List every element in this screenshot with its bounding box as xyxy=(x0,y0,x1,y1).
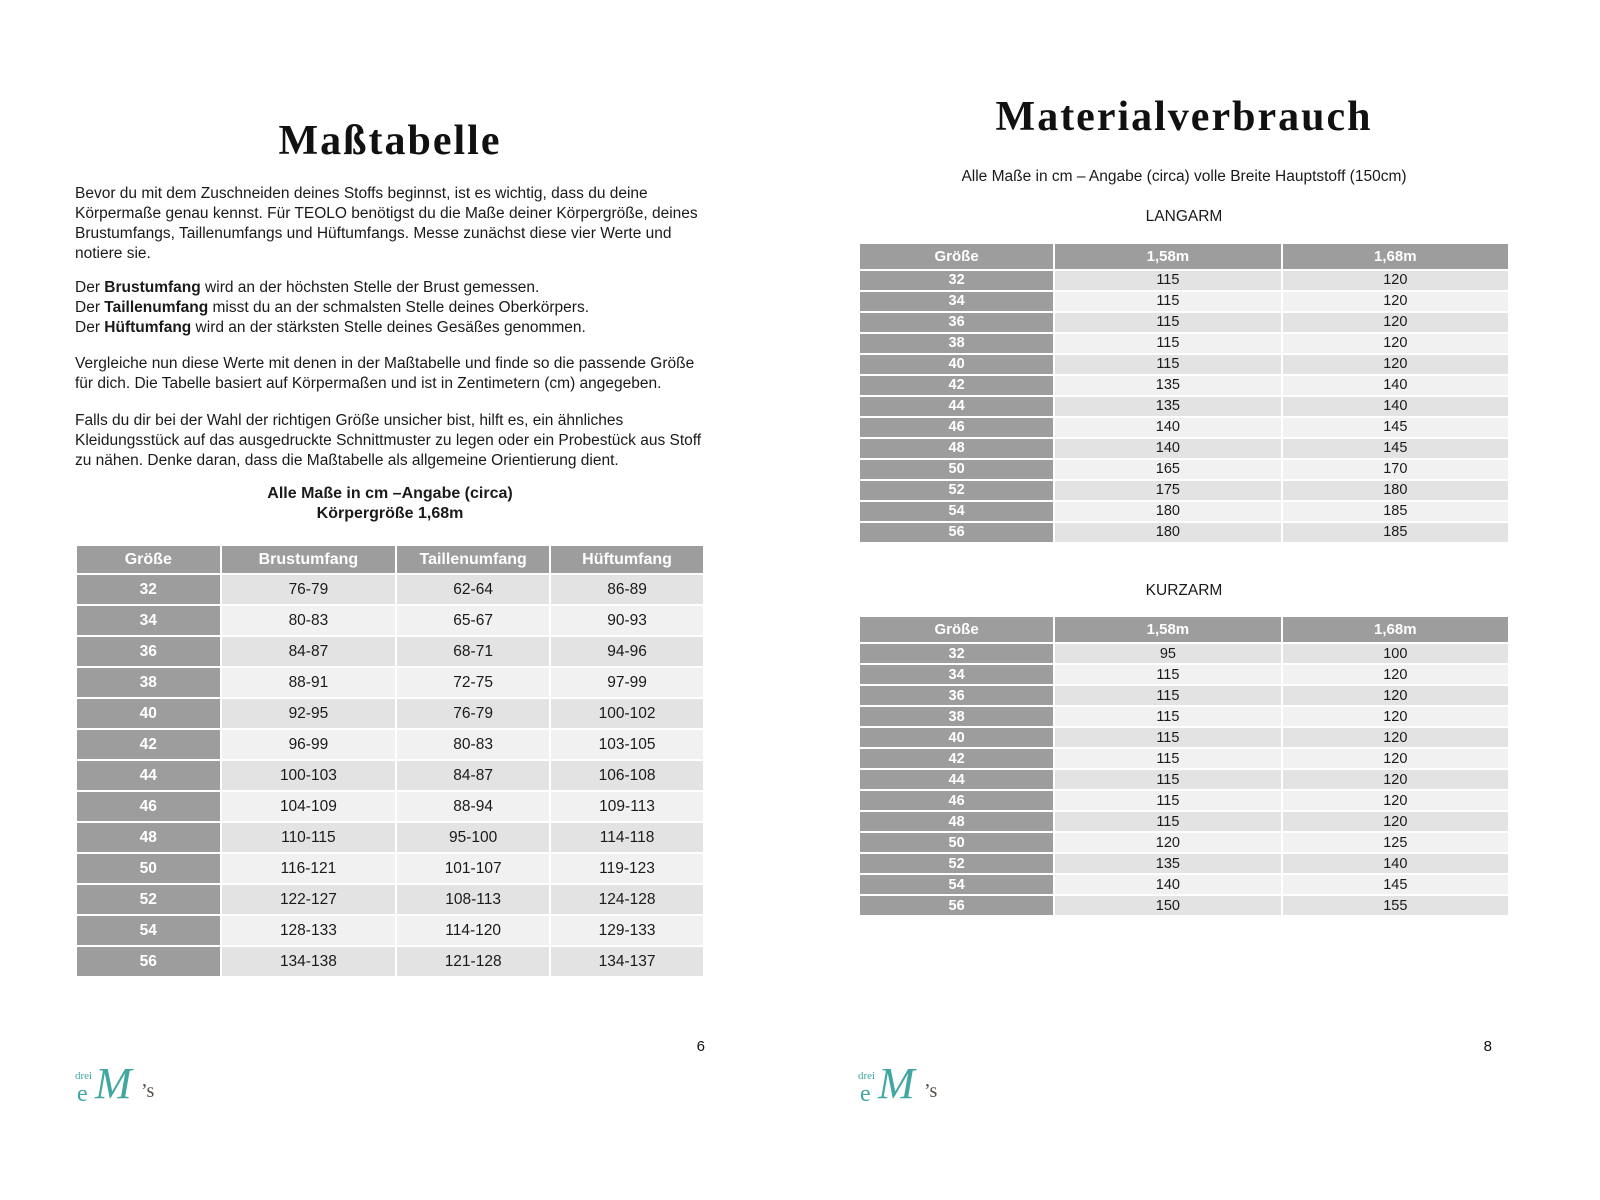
value-cell: 125 xyxy=(1283,833,1508,852)
value-cell: 104-109 xyxy=(222,792,396,821)
size-cell: 54 xyxy=(860,875,1053,894)
value-cell: 120 xyxy=(1283,791,1508,810)
value-cell: 115 xyxy=(1055,292,1280,311)
size-cell: 54 xyxy=(77,916,220,945)
value-cell: 84-87 xyxy=(222,637,396,666)
value-cell: 103-105 xyxy=(551,730,703,759)
units-note xyxy=(75,484,705,524)
column-header: Hüftumfang xyxy=(551,546,703,573)
table-header-row xyxy=(860,244,1508,269)
size-cell: 36 xyxy=(860,686,1053,705)
value-cell: 120 xyxy=(1283,355,1508,374)
page-masstabelle xyxy=(75,0,705,1200)
value-cell: 120 xyxy=(1283,313,1508,332)
value-cell: 115 xyxy=(1055,749,1280,768)
table-row xyxy=(860,334,1508,353)
value-cell: 115 xyxy=(1055,791,1280,810)
definition-brustumfang xyxy=(75,278,705,298)
value-cell: 135 xyxy=(1055,854,1280,873)
value-cell: 119-123 xyxy=(551,854,703,883)
value-cell: 165 xyxy=(1055,460,1280,479)
measure-definitions xyxy=(75,278,705,338)
value-cell: 185 xyxy=(1283,502,1508,521)
size-cell: 36 xyxy=(860,313,1053,332)
size-cell: 56 xyxy=(77,947,220,976)
value-cell: 140 xyxy=(1283,854,1508,873)
size-cell: 48 xyxy=(860,439,1053,458)
material-subtitle: Alle Maße in cm – Angabe (circa) volle Breite Hauptstoff (150cm) xyxy=(961,168,1407,186)
logo-text-s: ’s xyxy=(141,1080,155,1102)
size-cell: 50 xyxy=(77,854,220,883)
size-cell: 36 xyxy=(77,637,220,666)
size-cell: 40 xyxy=(860,728,1053,747)
table-row xyxy=(860,770,1508,789)
value-cell: 80-83 xyxy=(222,606,396,635)
value-cell: 145 xyxy=(1283,418,1508,437)
value-cell: 80-83 xyxy=(397,730,549,759)
value-cell: 110-115 xyxy=(222,823,396,852)
value-cell: 140 xyxy=(1055,875,1280,894)
value-cell: 134-138 xyxy=(222,947,396,976)
value-cell: 62-64 xyxy=(397,575,549,604)
column-header: 1,58m xyxy=(1055,617,1280,642)
value-cell: 76-79 xyxy=(222,575,396,604)
definition-term: Brustumfang xyxy=(104,279,201,297)
value-cell: 68-71 xyxy=(397,637,549,666)
column-header: Größe xyxy=(860,244,1053,269)
size-cell: 38 xyxy=(860,707,1053,726)
logo-script-m: M xyxy=(878,1059,915,1108)
value-cell: 94-96 xyxy=(551,637,703,666)
table-row xyxy=(860,418,1508,437)
value-cell: 140 xyxy=(1283,397,1508,416)
value-cell: 120 xyxy=(1283,728,1508,747)
page-number: 8 xyxy=(1483,1038,1492,1055)
definition-rest: wird an der höchsten Stelle der Brust gemessen. xyxy=(200,279,540,297)
table-row xyxy=(77,575,703,604)
value-cell: 170 xyxy=(1283,460,1508,479)
value-cell: 115 xyxy=(1055,271,1280,290)
table-row xyxy=(77,854,703,883)
size-cell: 42 xyxy=(77,730,220,759)
size-cell: 38 xyxy=(860,334,1053,353)
value-cell: 180 xyxy=(1055,523,1280,542)
value-cell: 140 xyxy=(1055,439,1280,458)
table-row xyxy=(860,812,1508,831)
table-row xyxy=(860,665,1508,684)
value-cell: 114-120 xyxy=(397,916,549,945)
value-cell: 140 xyxy=(1055,418,1280,437)
definition-term: Hüftumfang xyxy=(104,319,192,337)
value-cell: 120 xyxy=(1283,665,1508,684)
table-row xyxy=(860,439,1508,458)
logo-script-m: M xyxy=(95,1059,132,1108)
value-cell: 115 xyxy=(1055,770,1280,789)
value-cell: 108-113 xyxy=(397,885,549,914)
size-cell: 34 xyxy=(77,606,220,635)
value-cell: 115 xyxy=(1055,665,1280,684)
units-note-line2: Körpergröße 1,68m xyxy=(316,505,464,523)
value-cell: 95 xyxy=(1055,644,1280,663)
langarm-table xyxy=(858,242,1510,544)
value-cell: 115 xyxy=(1055,686,1280,705)
value-cell: 72-75 xyxy=(397,668,549,697)
value-cell: 88-94 xyxy=(397,792,549,821)
table-row xyxy=(77,761,703,790)
page-number: 6 xyxy=(696,1038,705,1055)
value-cell: 155 xyxy=(1283,896,1508,915)
value-cell: 129-133 xyxy=(551,916,703,945)
value-cell: 120 xyxy=(1283,770,1508,789)
size-cell: 46 xyxy=(860,418,1053,437)
value-cell: 150 xyxy=(1055,896,1280,915)
value-cell: 140 xyxy=(1283,376,1508,395)
value-cell: 128-133 xyxy=(222,916,396,945)
table-row xyxy=(77,916,703,945)
size-cell: 32 xyxy=(860,271,1053,290)
column-header: Brustumfang xyxy=(222,546,396,573)
value-cell: 185 xyxy=(1283,523,1508,542)
value-cell: 100-102 xyxy=(551,699,703,728)
logo-text-e: e xyxy=(860,1081,871,1107)
table-row xyxy=(77,668,703,697)
column-header: 1,68m xyxy=(1283,617,1508,642)
size-cell: 50 xyxy=(860,460,1053,479)
value-cell: 100 xyxy=(1283,644,1508,663)
value-cell: 145 xyxy=(1283,875,1508,894)
table-row xyxy=(77,947,703,976)
brand-logo xyxy=(75,1059,185,1123)
size-cell: 42 xyxy=(860,376,1053,395)
table-row xyxy=(860,749,1508,768)
size-cell: 52 xyxy=(860,481,1053,500)
column-header: Größe xyxy=(77,546,220,573)
value-cell: 121-128 xyxy=(397,947,549,976)
value-cell: 180 xyxy=(1055,502,1280,521)
value-cell: 95-100 xyxy=(397,823,549,852)
size-cell: 42 xyxy=(860,749,1053,768)
table-header-row xyxy=(860,617,1508,642)
value-cell: 175 xyxy=(1055,481,1280,500)
size-cell: 56 xyxy=(860,523,1053,542)
page-title: Maßtabelle xyxy=(278,118,502,164)
table-row xyxy=(860,481,1508,500)
table-row xyxy=(860,854,1508,873)
table-row xyxy=(860,707,1508,726)
table-header-row xyxy=(77,546,703,573)
table-row xyxy=(77,699,703,728)
value-cell: 109-113 xyxy=(551,792,703,821)
value-cell: 86-89 xyxy=(551,575,703,604)
table-row xyxy=(860,355,1508,374)
value-cell: 115 xyxy=(1055,355,1280,374)
size-cell: 44 xyxy=(860,770,1053,789)
table-row xyxy=(860,271,1508,290)
value-cell: 115 xyxy=(1055,812,1280,831)
value-cell: 120 xyxy=(1283,686,1508,705)
size-table xyxy=(75,544,705,978)
size-cell: 34 xyxy=(860,292,1053,311)
definition-rest: misst du an der schmalsten Stelle deines Oberkörpers. xyxy=(208,299,590,317)
value-cell: 120 xyxy=(1283,271,1508,290)
definition-taillenumfang xyxy=(75,298,705,318)
value-cell: 120 xyxy=(1283,812,1508,831)
page-title: Materialverbrauch xyxy=(995,94,1373,140)
value-cell: 92-95 xyxy=(222,699,396,728)
table-row xyxy=(77,885,703,914)
table-row xyxy=(77,730,703,759)
definition-hueftumfang xyxy=(75,318,705,338)
size-cell: 52 xyxy=(860,854,1053,873)
table-row xyxy=(860,313,1508,332)
size-cell: 50 xyxy=(860,833,1053,852)
value-cell: 115 xyxy=(1055,313,1280,332)
table-row xyxy=(77,792,703,821)
value-cell: 115 xyxy=(1055,334,1280,353)
size-cell: 44 xyxy=(77,761,220,790)
value-cell: 120 xyxy=(1283,707,1508,726)
size-cell: 46 xyxy=(77,792,220,821)
value-cell: 180 xyxy=(1283,481,1508,500)
value-cell: 84-87 xyxy=(397,761,549,790)
size-cell: 38 xyxy=(77,668,220,697)
size-cell: 32 xyxy=(77,575,220,604)
value-cell: 65-67 xyxy=(397,606,549,635)
value-cell: 114-118 xyxy=(551,823,703,852)
table-row xyxy=(77,823,703,852)
size-cell: 46 xyxy=(860,791,1053,810)
value-cell: 135 xyxy=(1055,376,1280,395)
size-cell: 54 xyxy=(860,502,1053,521)
definition-prefix: Der xyxy=(75,319,105,337)
value-cell: 90-93 xyxy=(551,606,703,635)
kurzarm-caption: KURZARM xyxy=(1145,581,1223,599)
logo-text-e: e xyxy=(77,1081,88,1107)
langarm-caption: LANGARM xyxy=(1145,208,1223,226)
logo-text-s: ’s xyxy=(924,1080,938,1102)
value-cell: 88-91 xyxy=(222,668,396,697)
value-cell: 135 xyxy=(1055,397,1280,416)
value-cell: 120 xyxy=(1055,833,1280,852)
value-cell: 76-79 xyxy=(397,699,549,728)
size-cell: 56 xyxy=(860,896,1053,915)
intro-paragraph: Bevor du mit dem Zuschneiden deines Stoffs beginnst, ist es wichtig, dass du deine Körpermaße genau kennst. Für TEOLO benötigst du die Maße deiner Körpergröße, deines Brustumfangs, Taillenumfangs und Hüftumfangs. Messe zunächst diese vier Werte und notiere sie. xyxy=(75,185,698,263)
logo-text-drei: drei xyxy=(858,1070,876,1082)
value-cell: 115 xyxy=(1055,707,1280,726)
definition-rest: wird an der stärksten Stelle deines Gesäßes genommen. xyxy=(191,319,586,337)
column-header: 1,68m xyxy=(1283,244,1508,269)
tip-paragraph: Falls du dir bei der Wahl der richtigen Größe unsicher bist, hilft es, ein ähnliches Kleidungsstück auf das ausgedruckte Schnittmuster zu legen oder ein Probestück aus Stoff zu nähen. Denke daran, dass die Maßtabelle als allgemeine Orientierung dient. xyxy=(75,412,702,470)
table-row xyxy=(77,606,703,635)
table-row xyxy=(77,637,703,666)
value-cell: 120 xyxy=(1283,334,1508,353)
table-row xyxy=(860,523,1508,542)
table-row xyxy=(860,644,1508,663)
size-cell: 52 xyxy=(77,885,220,914)
definition-term: Taillenumfang xyxy=(104,299,209,317)
size-cell: 32 xyxy=(860,644,1053,663)
value-cell: 100-103 xyxy=(222,761,396,790)
table-row xyxy=(860,875,1508,894)
units-note-line1: Alle Maße in cm –Angabe (circa) xyxy=(267,485,513,503)
page-materialverbrauch xyxy=(858,0,1510,1200)
kurzarm-table xyxy=(858,615,1510,917)
column-header: Größe xyxy=(860,617,1053,642)
table-row xyxy=(860,686,1508,705)
column-header: 1,58m xyxy=(1055,244,1280,269)
size-cell: 48 xyxy=(860,812,1053,831)
value-cell: 115 xyxy=(1055,728,1280,747)
size-cell: 44 xyxy=(860,397,1053,416)
value-cell: 124-128 xyxy=(551,885,703,914)
value-cell: 101-107 xyxy=(397,854,549,883)
table-row xyxy=(860,460,1508,479)
table-row xyxy=(860,791,1508,810)
compare-paragraph: Vergleiche nun diese Werte mit denen in der Maßtabelle und finde so die passende Größe für dich. Die Tabelle basiert auf Körpermaßen und ist in Zentimetern (cm) angegeben. xyxy=(75,355,695,393)
definition-prefix: Der xyxy=(75,279,105,297)
value-cell: 96-99 xyxy=(222,730,396,759)
table-row xyxy=(860,376,1508,395)
table-row xyxy=(860,833,1508,852)
table-row xyxy=(860,502,1508,521)
size-cell: 34 xyxy=(860,665,1053,684)
value-cell: 122-127 xyxy=(222,885,396,914)
column-header: Taillenumfang xyxy=(397,546,549,573)
value-cell: 145 xyxy=(1283,439,1508,458)
size-cell: 48 xyxy=(77,823,220,852)
value-cell: 134-137 xyxy=(551,947,703,976)
value-cell: 116-121 xyxy=(222,854,396,883)
value-cell: 106-108 xyxy=(551,761,703,790)
logo-text-drei: drei xyxy=(75,1070,93,1082)
table-row xyxy=(860,728,1508,747)
table-row xyxy=(860,292,1508,311)
value-cell: 120 xyxy=(1283,292,1508,311)
table-row xyxy=(860,896,1508,915)
table-row xyxy=(860,397,1508,416)
value-cell: 97-99 xyxy=(551,668,703,697)
size-cell: 40 xyxy=(77,699,220,728)
size-cell: 40 xyxy=(860,355,1053,374)
brand-logo xyxy=(858,1059,968,1123)
value-cell: 120 xyxy=(1283,749,1508,768)
definition-prefix: Der xyxy=(75,299,105,317)
